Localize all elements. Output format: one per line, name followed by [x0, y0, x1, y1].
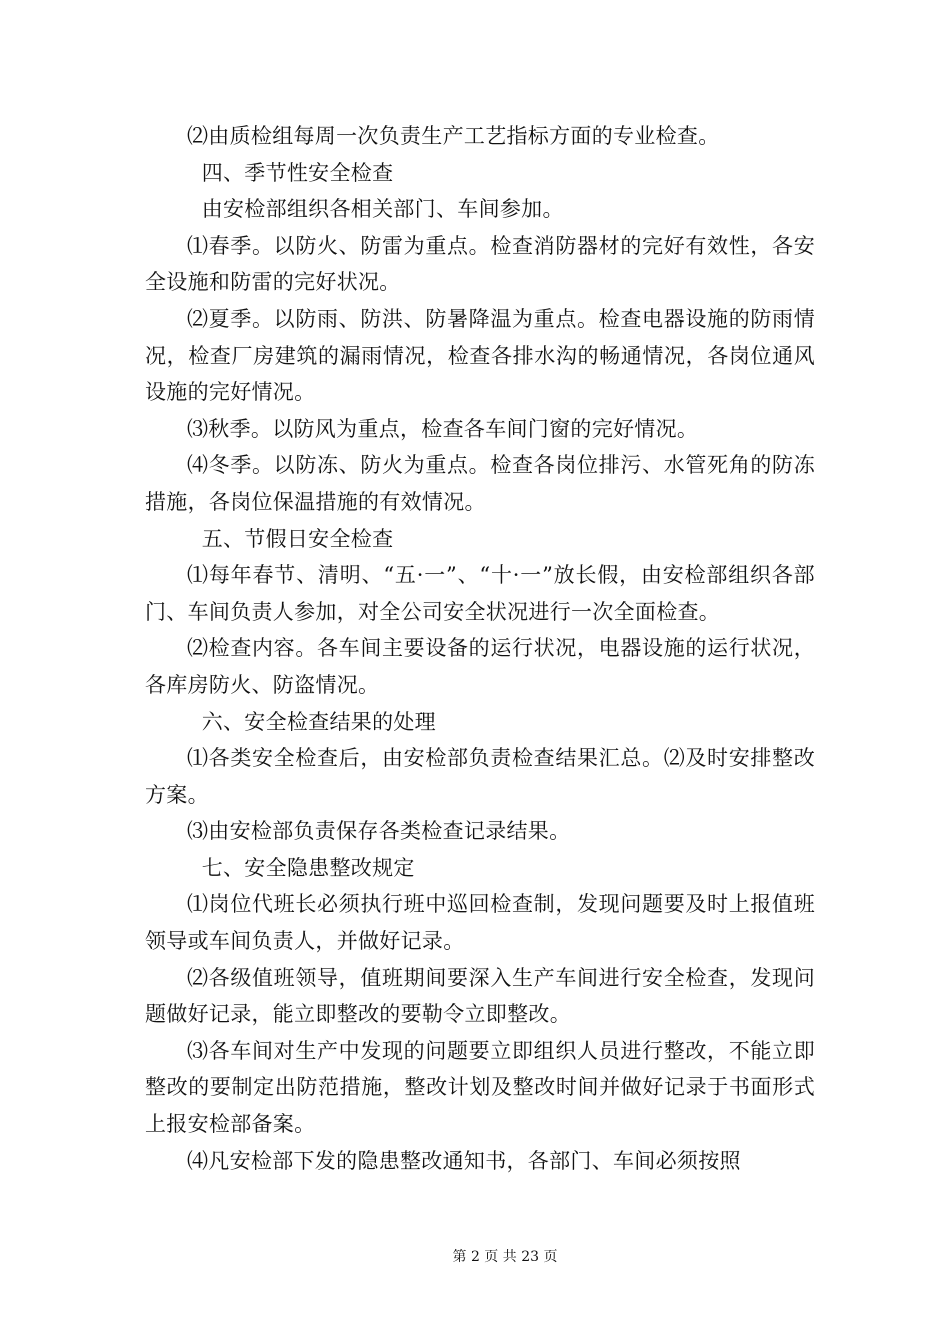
paragraph-rectification-notice: ⑷凡安检部下发的隐患整改通知书，各部门、车间必须按照	[187, 1148, 741, 1173]
paragraph-spring: ⑴春季。以防火、防雷为重点。检查消防器材的完好有效性，各安全设施和防雷的完好状况。	[145, 233, 815, 295]
paragraph-winter: ⑷冬季。以防冻、防火为重点。检查各岗位排污、水管死角的防冻措施，各岗位保温措施的有效情况。	[145, 453, 815, 514]
paragraph-holiday-schedule: ⑴每年春节、清明、“五·一”、“十·一”放长假，由安检部组织各部门、车间负责人参加，对全公司安全状况进行一次全面检查。	[145, 563, 815, 624]
section-heading-holiday-check: 五、节假日安全检查	[201, 526, 394, 551]
section-heading-seasonal-check: 四、季节性安全检查	[201, 160, 394, 185]
document-body	[145, 118, 815, 1179]
paragraph-seasonal-organizer: 由安检部组织各相关部门、车间参加。	[201, 197, 564, 222]
page-number-footer: 第 2 页 共 23 页	[452, 1249, 558, 1265]
paragraph-quality-check: ⑵由质检组每周一次负责生产工艺指标方面的专业检查。	[187, 124, 720, 148]
paragraph-autumn: ⑶秋季。以防风为重点，检查各车间门窗的完好情况。	[187, 416, 699, 441]
section-heading-hazard-rectification: 七、安全隐患整改规定	[201, 855, 415, 880]
paragraph-result-summary: ⑴各类安全检查后，由安检部负责检查结果汇总。⑵及时安排整改方案。	[145, 746, 815, 807]
paragraph-duty-leaders: ⑵各级值班领导，值班期间要深入生产车间进行安全检查，发现问题做好记录，能立即整改的要勒令立即整改。	[145, 965, 815, 1027]
paragraph-summer: ⑵夏季。以防雨、防洪、防暑降温为重点。检查电器设施的防雨情况，检查厂房建筑的漏雨情况，检查各排水沟的畅通情况，各岗位通风设施的完好情况。	[145, 306, 815, 405]
section-heading-result-handling: 六、安全检查结果的处理	[201, 709, 436, 734]
paragraph-shift-leader: ⑴岗位代班长必须执行班中巡回检查制，发现问题要及时上报值班领导或车间负责人，并做好记录。	[145, 892, 815, 954]
paragraph-result-records: ⑶由安检部负责保存各类检查记录结果。	[187, 819, 571, 844]
paragraph-holiday-content: ⑵检查内容。各车间主要设备的运行状况，电器设施的运行状况，各库房防火、防盗情况。	[145, 636, 815, 697]
paragraph-workshop-rectification: ⑶各车间对生产中发现的问题要立即组织人员进行整改，不能立即整改的要制定出防范措施，整改计划及整改时间并做好记录于书面形式上报安检部备案。	[145, 1038, 815, 1137]
